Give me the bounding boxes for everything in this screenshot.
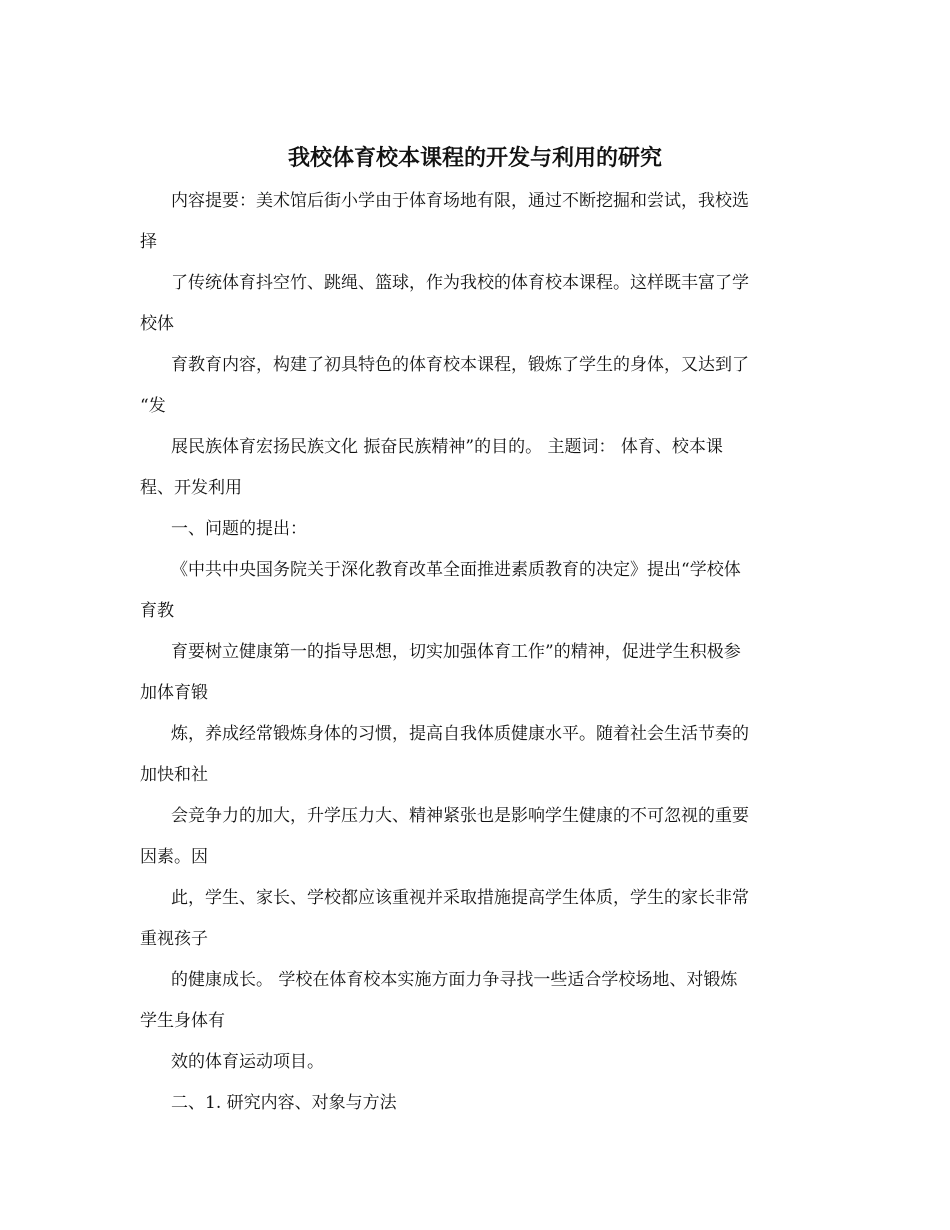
section-heading: 二、1. 研究内容、对象与方法 — [171, 1093, 397, 1113]
paragraph-line: “发 — [140, 396, 166, 416]
paragraph-line: 育教 — [140, 601, 174, 621]
document-title: 我校体育校本课程的开发与利用的研究 — [287, 145, 662, 171]
paragraph-line: 加体育锻 — [140, 683, 208, 703]
paragraph-line: 效的体育运动项目。 — [171, 1052, 324, 1072]
paragraph-line: 程、开发利用 — [140, 478, 242, 498]
paragraph-line: 内容提要：美术馆后街小学由于体育场地有限，通过不断挖掘和尝试，我校选 — [171, 191, 749, 211]
paragraph-line: 重视孩子 — [140, 929, 208, 949]
paragraph-line: 展民族体育宏扬民族文化 振奋民族精神”的目的。 主题词： 体育、校本课 — [171, 437, 723, 457]
paragraph-line: 择 — [140, 232, 157, 252]
paragraph-line: 炼，养成经常锻炼身体的习惯，提高自我体质健康水平。随着社会生活节奏的 — [171, 724, 749, 744]
paragraph-line: 此，学生、家长、学校都应该重视并采取措施提高学生体质，学生的家长非常 — [171, 888, 749, 908]
paragraph-line: 的健康成长。 学校在体育校本实施方面力争寻找一些适合学校场地、对锻炼 — [171, 970, 738, 990]
paragraph-line: 育要树立健康第一的指导思想，切实加强体育工作”的精神，促进学生积极参 — [171, 642, 741, 662]
paragraph-line: 校体 — [140, 314, 174, 334]
paragraph-line: 学生身体有 — [140, 1011, 225, 1031]
paragraph-line: 《中共中央国务院关于深化教育改革全面推进素质教育的决定》提出“学校体 — [171, 560, 741, 580]
paragraph-line: 因素。因 — [140, 847, 208, 867]
paragraph-line: 育教育内容，构建了初具特色的体育校本课程，锻炼了学生的身体，又达到了 — [171, 355, 749, 375]
paragraph-line: 会竞争力的加大，升学压力大、精神紧张也是影响学生健康的不可忽视的重要 — [171, 806, 749, 826]
paragraph-line: 了传统体育抖空竹、跳绳、篮球，作为我校的体育校本课程。这样既丰富了学 — [171, 273, 749, 293]
section-heading: 一、问题的提出： — [171, 519, 307, 539]
paragraph-line: 加快和社 — [140, 765, 208, 785]
